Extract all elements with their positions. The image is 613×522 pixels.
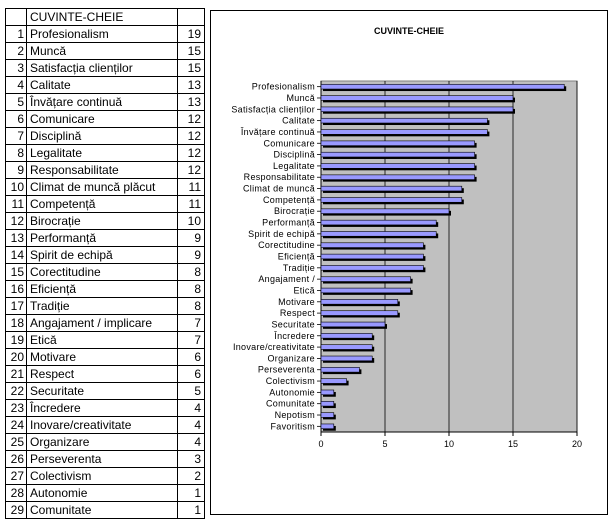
- table-row: [6, 145, 205, 162]
- table-row: [6, 264, 205, 281]
- category-label: Climat de muncă: [242, 183, 315, 194]
- bar: [321, 152, 475, 157]
- row-value: 1: [178, 502, 205, 519]
- bar: [321, 413, 334, 418]
- table-row: [6, 162, 205, 179]
- table-row: [6, 434, 205, 451]
- table-row: [6, 298, 205, 315]
- table-row: [6, 332, 205, 349]
- chart-title: CUVINTE-CHEIE: [373, 26, 445, 36]
- row-index: 28: [6, 485, 27, 502]
- row-label: Disciplină: [27, 128, 178, 145]
- row-index: 16: [6, 281, 27, 298]
- row-index: 15: [6, 264, 27, 281]
- keywords-table: [5, 8, 205, 519]
- category-label: Încredere: [274, 330, 315, 341]
- bar: [321, 107, 513, 112]
- keywords-table-body: [6, 9, 205, 519]
- row-label: Învățare continuă: [27, 94, 178, 111]
- row-index: 4: [6, 77, 27, 94]
- row-value: 8: [178, 264, 205, 281]
- row-index: 14: [6, 247, 27, 264]
- table-row: [6, 281, 205, 298]
- row-value: 9: [178, 247, 205, 264]
- bar: [321, 198, 462, 203]
- row-index: 7: [6, 128, 27, 145]
- row-label: Legalitate: [27, 145, 178, 162]
- table-header-row: [6, 9, 205, 26]
- table-row: [6, 230, 205, 247]
- category-label: Învățare continuă: [240, 126, 315, 137]
- category-label: Responsabilitate: [243, 172, 315, 183]
- bar: [321, 424, 334, 429]
- row-index: 21: [6, 366, 27, 383]
- category-label: Colectivism: [265, 376, 315, 387]
- row-label: Birocrație: [27, 213, 178, 230]
- row-value: 19: [178, 26, 205, 43]
- category-label: Satisfacția clienților: [231, 104, 315, 115]
- bar: [321, 379, 347, 384]
- bar: [321, 311, 398, 316]
- row-value: 12: [178, 162, 205, 179]
- row-value: 15: [178, 60, 205, 77]
- row-label: Respect: [27, 366, 178, 383]
- table-row: [6, 366, 205, 383]
- category-label: Birocrație: [273, 206, 315, 217]
- table-row: [6, 111, 205, 128]
- row-index: 26: [6, 451, 27, 468]
- table-row: [6, 179, 205, 196]
- row-value: 11: [178, 196, 205, 213]
- bar: [321, 186, 462, 191]
- row-label: Corectitudine: [27, 264, 178, 281]
- bar: [321, 130, 487, 135]
- bar: [321, 299, 398, 304]
- row-index: 6: [6, 111, 27, 128]
- row-index: 10: [6, 179, 27, 196]
- category-label: Disciplină: [273, 149, 315, 160]
- bar: [321, 231, 436, 236]
- table-row: [6, 94, 205, 111]
- row-label: Inovare/creativitate: [27, 417, 178, 434]
- category-label: Perseverenta: [257, 364, 315, 375]
- row-label: Eficiență: [27, 281, 178, 298]
- x-tick-label: 10: [443, 439, 455, 449]
- row-index: 2: [6, 43, 27, 60]
- category-label: Calitate: [282, 115, 315, 126]
- row-value: 1: [178, 485, 205, 502]
- category-label: Etică: [293, 285, 315, 296]
- row-index: 13: [6, 230, 27, 247]
- bar: [321, 333, 372, 338]
- row-index: 29: [6, 502, 27, 519]
- row-value: 13: [178, 94, 205, 111]
- category-label: Competență: [262, 194, 315, 205]
- table-row: [6, 128, 205, 145]
- category-label: Corectitudine: [258, 240, 315, 251]
- table-row: [6, 417, 205, 434]
- table-row: [6, 400, 205, 417]
- bar: [321, 243, 423, 248]
- table-row: [6, 349, 205, 366]
- row-index: 8: [6, 145, 27, 162]
- category-label: Spirit de echipă: [248, 228, 315, 239]
- row-value: 6: [178, 366, 205, 383]
- table-row: [6, 26, 205, 43]
- bar: [321, 254, 423, 259]
- category-label: Tradiție: [282, 262, 315, 273]
- row-label: Calitate: [27, 77, 178, 94]
- row-label: Profesionalism: [27, 26, 178, 43]
- table-row: [6, 43, 205, 60]
- bar: [321, 96, 513, 101]
- row-index: 24: [6, 417, 27, 434]
- row-label: Securitate: [27, 383, 178, 400]
- row-label: Comunicare: [27, 111, 178, 128]
- row-value: 7: [178, 315, 205, 332]
- row-value: 4: [178, 400, 205, 417]
- row-label: Etică: [27, 332, 178, 349]
- row-index: 27: [6, 468, 27, 485]
- bar-chart: [211, 11, 607, 514]
- row-label: Spirit de echipă: [27, 247, 178, 264]
- table-row: [6, 196, 205, 213]
- bar: [321, 322, 385, 327]
- row-index: 3: [6, 60, 27, 77]
- category-label: Favoritism: [270, 421, 315, 432]
- table-row: [6, 383, 205, 400]
- bar: [321, 118, 487, 123]
- category-label: Eficiență: [277, 251, 315, 262]
- category-label: Angajament /: [258, 274, 315, 285]
- category-label: Comunicare: [263, 138, 315, 149]
- x-tick-label: 0: [318, 439, 324, 449]
- row-label: Performanță: [27, 230, 178, 247]
- row-value: 15: [178, 43, 205, 60]
- category-label: Organizare: [267, 353, 315, 364]
- row-label: Responsabilitate: [27, 162, 178, 179]
- bar: [321, 288, 411, 293]
- table-row: [6, 468, 205, 485]
- row-label: Competență: [27, 196, 178, 213]
- row-value: 12: [178, 128, 205, 145]
- row-label: Climat de muncă plăcut: [27, 179, 178, 196]
- table-row: [6, 77, 205, 94]
- bar: [321, 141, 475, 146]
- row-index: 5: [6, 94, 27, 111]
- category-label: Legalitate: [272, 160, 315, 171]
- category-label: Comunitate: [265, 398, 315, 409]
- row-index: 22: [6, 383, 27, 400]
- bar: [321, 84, 564, 89]
- row-value: 5: [178, 383, 205, 400]
- row-value: 13: [178, 77, 205, 94]
- category-label: Motivare: [278, 296, 315, 307]
- row-label: Organizare: [27, 434, 178, 451]
- x-tick-label: 5: [382, 439, 388, 449]
- row-label: Autonomie: [27, 485, 178, 502]
- bar: [321, 164, 475, 169]
- row-label: Încredere: [27, 400, 178, 417]
- plot-area: [231, 81, 582, 449]
- bar: [321, 367, 359, 372]
- table-row: [6, 315, 205, 332]
- row-index: 18: [6, 315, 27, 332]
- row-index: 12: [6, 213, 27, 230]
- row-label: Angajament / implicare: [27, 315, 178, 332]
- bar: [321, 220, 436, 225]
- bar: [321, 175, 475, 180]
- row-label: Colectivism: [27, 468, 178, 485]
- row-value: 9: [178, 230, 205, 247]
- header-index-cell: [6, 9, 27, 26]
- row-label: Satisfacția clienților: [27, 60, 178, 77]
- table-row: [6, 247, 205, 264]
- row-value: 11: [178, 179, 205, 196]
- category-label: Autonomie: [269, 387, 315, 398]
- row-value: 3: [178, 451, 205, 468]
- row-index: 23: [6, 400, 27, 417]
- header-value-cell: [178, 9, 205, 26]
- row-label: Perseverenta: [27, 451, 178, 468]
- x-tick-label: 15: [507, 439, 519, 449]
- row-value: 12: [178, 145, 205, 162]
- x-tick-label: 20: [571, 439, 583, 449]
- row-value: 4: [178, 417, 205, 434]
- row-value: 12: [178, 111, 205, 128]
- row-value: 8: [178, 298, 205, 315]
- row-label: Motivare: [27, 349, 178, 366]
- row-index: 19: [6, 332, 27, 349]
- row-index: 17: [6, 298, 27, 315]
- row-value: 7: [178, 332, 205, 349]
- category-label: Muncă: [286, 92, 315, 103]
- bar: [321, 401, 334, 406]
- row-label: Tradiție: [27, 298, 178, 315]
- header-label-cell: CUVINTE-CHEIE: [27, 9, 178, 26]
- table-row: [6, 451, 205, 468]
- category-label: Nepotism: [274, 410, 315, 421]
- row-label: Muncă: [27, 43, 178, 60]
- row-value: 2: [178, 468, 205, 485]
- table-row: [6, 485, 205, 502]
- row-value: 10: [178, 213, 205, 230]
- chart-frame: [210, 10, 608, 515]
- row-value: 8: [178, 281, 205, 298]
- bar: [321, 356, 372, 361]
- category-label: Performanță: [262, 217, 315, 228]
- row-value: 6: [178, 349, 205, 366]
- bar: [321, 209, 449, 214]
- row-index: 1: [6, 26, 27, 43]
- category-label: Respect: [279, 308, 315, 319]
- table-row: [6, 502, 205, 519]
- table-row: [6, 60, 205, 77]
- row-index: 11: [6, 196, 27, 213]
- row-label: Comunitate: [27, 502, 178, 519]
- bar: [321, 265, 423, 270]
- bar: [321, 345, 372, 350]
- row-index: 25: [6, 434, 27, 451]
- category-label: Securitate: [271, 319, 315, 330]
- row-index: 9: [6, 162, 27, 179]
- bar: [321, 277, 411, 282]
- category-label: Profesionalism: [251, 81, 315, 92]
- row-index: 20: [6, 349, 27, 366]
- row-value: 4: [178, 434, 205, 451]
- category-label: Inovare/creativitate: [232, 342, 315, 353]
- table-row: [6, 213, 205, 230]
- bar: [321, 390, 334, 395]
